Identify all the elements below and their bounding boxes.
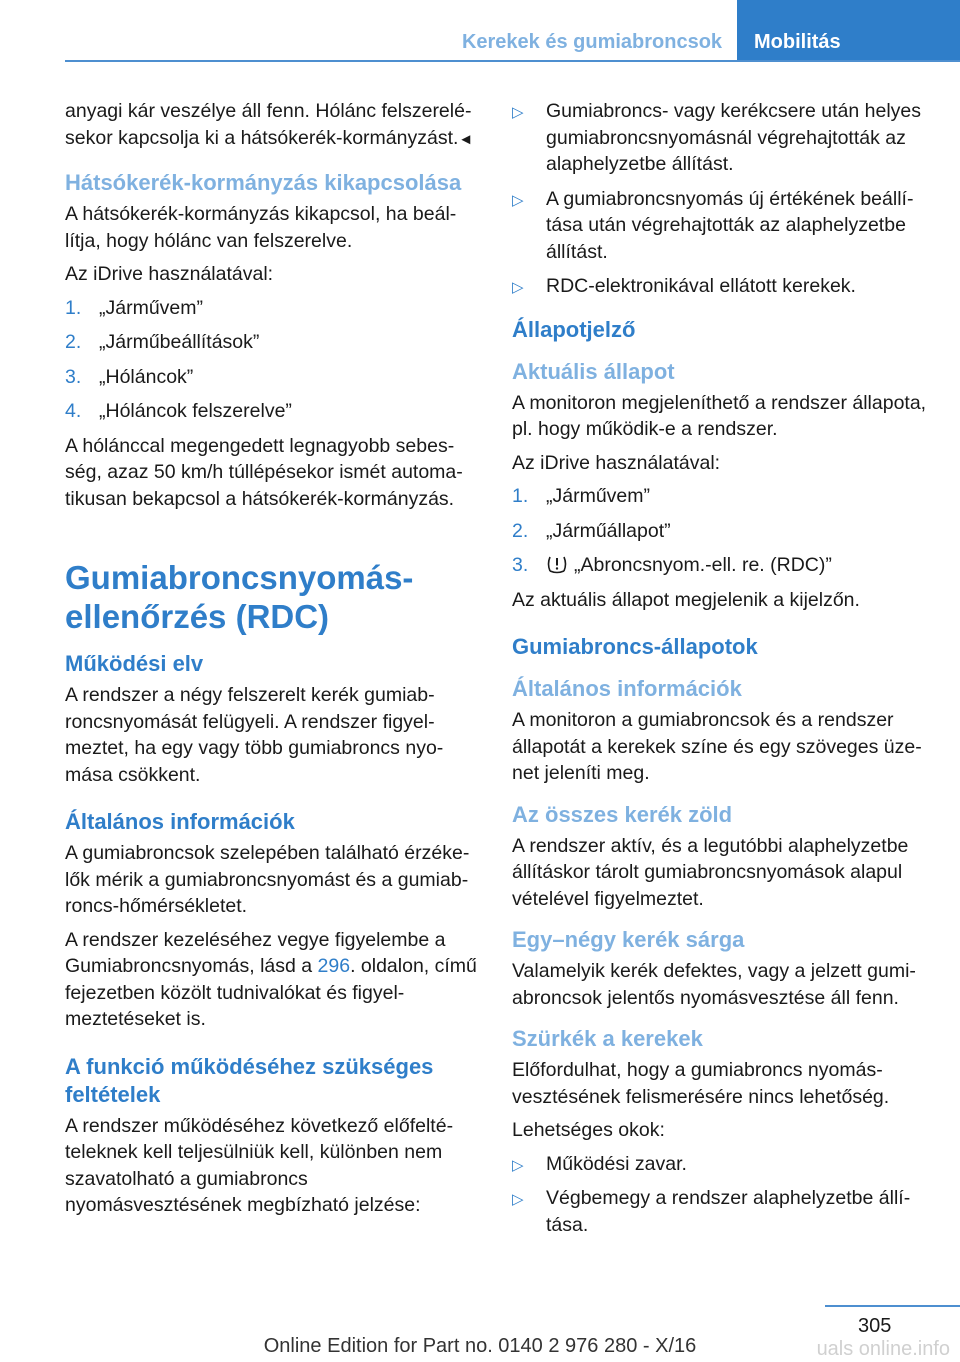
page-header bbox=[0, 0, 960, 62]
left-column bbox=[65, 98, 480, 1226]
page-number: 305 bbox=[858, 1315, 892, 1337]
heading-general-left: Általános információk bbox=[65, 809, 295, 834]
heading-current-status: Aktuális állapot bbox=[512, 358, 675, 384]
steps-list-left bbox=[65, 295, 480, 425]
header-rule bbox=[65, 60, 960, 62]
header-section-title: Kerekek és gumiabroncsok bbox=[461, 31, 723, 53]
heading-disable-rear-steering: Hátsókerék-kormányzás kikapcsolása bbox=[65, 170, 462, 195]
page-link-296[interactable]: 296 bbox=[317, 955, 351, 977]
triangle-bullet-icon: ▷ bbox=[512, 191, 524, 209]
right-column bbox=[512, 98, 930, 1246]
paragraph-current: A monitoron megjeleníthető a rendszer állapota, pl. hogy működik-e a rendszer. bbox=[512, 391, 927, 440]
paragraph-disable: A hátsókerék-kormányzás kikapcsol, ha beállítja, hogy hólánc van felszerelve. bbox=[65, 203, 457, 252]
paragraph-conditions: A rendszer működéséhez következő előfeltételeknek kell teljesülniük kell, különben nem szavatolható a gumiabroncs nyomásvesztésének megbízható jelzése: bbox=[65, 1114, 454, 1216]
step-number: 2. bbox=[65, 331, 82, 353]
heading-status-indicator: Állapotjelző bbox=[512, 316, 636, 342]
triangle-bullet-icon: ▷ bbox=[512, 1191, 524, 1208]
step-number: 4. bbox=[65, 400, 82, 422]
list-item: 3. „Abroncsnyom.-ell. re. (RDC)” bbox=[512, 552, 930, 579]
heading-yellow: Egy–négy kerék sárga bbox=[512, 927, 745, 952]
paragraph-green: A rendszer aktív, és a legutóbbi alaphelyzetbe állításkor tárolt gumiabroncsnyomások alapul vételével figyelmeztet. bbox=[512, 834, 909, 910]
triangle-bullet-icon: ▷ bbox=[512, 104, 524, 121]
steps-list-right bbox=[512, 483, 930, 579]
list-item: 1. „Járművem” bbox=[512, 483, 930, 510]
heading-conditions: A funkció működéséhez szükséges feltételek bbox=[65, 1053, 434, 1107]
footer-rule bbox=[825, 1305, 960, 1307]
edition-footer: Online Edition for Part no. 0140 2 976 280 - X/16 bbox=[263, 1335, 697, 1357]
list-item: ▷ A gumiabroncsnyomás új értékének beállítása után végrehajtották az alaphelyzetbe állítást. bbox=[512, 187, 914, 263]
heading-tire-states: Gumiabroncs-állapotok bbox=[512, 634, 758, 659]
paragraph-grey: Előfordulhat, hogy a gumiabroncs nyomásvesztésének felismerésére nincs lehetőség. bbox=[512, 1059, 890, 1108]
paragraph-speed: A hólánccal megengedett legnagyobb sebesség, azaz 50 km/h túllépésekor ismét automatikusan bekapcsol a hátsókerék-kormányzás. bbox=[65, 434, 463, 510]
list-item: ▷ Végbemegy a rendszer alaphelyzetbe állítása. bbox=[512, 1187, 911, 1236]
list-item: 4. „Hóláncok felszerelve” bbox=[65, 398, 480, 425]
list-item: 2. „Járműállapot” bbox=[512, 518, 930, 545]
paragraph-principle: A rendszer a négy felszerelt kerék gumiabroncsnyomását felügyeli. A rendszer figyelmeztet, ha egy vagy több gumiabroncs nyomása csökkent. bbox=[65, 684, 444, 786]
paragraph-idrive-right: Az iDrive használatával: bbox=[512, 451, 721, 474]
heading-grey: Szürkék a kerekek bbox=[512, 1026, 703, 1051]
triangle-bullet-icon: ▷ bbox=[512, 279, 524, 296]
list-item: ▷ Működési zavar. bbox=[512, 1151, 930, 1178]
paragraph-general-right: A monitoron a gumiabroncsok és a rendszer állapotát a kerekek színe és egy szöveges üzenet jeleníti meg. bbox=[512, 709, 922, 784]
heading-all-green: Az összes kerék zöld bbox=[512, 801, 733, 827]
list-item: 1. „Járművem” bbox=[65, 295, 480, 322]
paragraph-general-2: A rendszer kezeléséhez vegye figyelembe a Gumiabroncsnyomás, lásd a 296. oldalon, című fejezetben közölt tudnivalókat és figyelmeztetéseket is. bbox=[65, 928, 477, 1030]
paragraph-general-1: A gumiabroncsok szelepében található érzékelők mérik a gumiabroncsnyomást és a gumiabroncs-hőmérsékletet. bbox=[65, 842, 470, 917]
heading-principle: Működési elv bbox=[65, 651, 204, 676]
paragraph-idrive-left: Az iDrive használatával: bbox=[65, 263, 274, 285]
header-chapter-tab: Mobilitás bbox=[737, 0, 960, 62]
heading-general-right: Általános információk bbox=[512, 676, 742, 701]
chapter-title-rdc: Gumiabroncsnyomás-ellenőrzés (RDC) bbox=[65, 559, 414, 635]
step-number: 1. bbox=[512, 485, 529, 507]
paragraph-causes: Lehetséges okok: bbox=[512, 1119, 665, 1141]
step-number: 3. bbox=[65, 365, 82, 388]
step-number: 3. bbox=[512, 554, 529, 576]
paragraph-yellow: Valamelyik kerék defektes, vagy a jelzett gumiabroncsok jelentős nyomásvesztése áll fenn. bbox=[512, 960, 916, 1009]
triangle-bullet-icon: ▷ bbox=[512, 1156, 524, 1174]
list-item: 3. „Hóláncok” bbox=[65, 364, 480, 391]
step-number: 1. bbox=[65, 296, 82, 319]
watermark: uals online.info bbox=[816, 1338, 950, 1360]
list-item: 2. „Járműbeállítások” bbox=[65, 329, 480, 356]
end-mark: ◄ bbox=[458, 130, 474, 148]
step-number: 2. bbox=[512, 519, 529, 542]
tire-pressure-warning-icon bbox=[546, 554, 568, 574]
conditions-bullets bbox=[512, 98, 930, 300]
paragraph-display: Az aktuális állapot megjelenik a kijelzőn. bbox=[512, 588, 860, 611]
list-item: ▷ Gumiabroncs- vagy kerékcsere után helyes gumiabroncsnyomásnál végrehajtották az alaphelyzetbe állítást. bbox=[512, 100, 922, 175]
intro-paragraph: anyagi kár veszélye áll fenn. Hólánc felszerelésekor kapcsolja ki a hátsókerék-kormányzást.◄ bbox=[65, 100, 474, 149]
list-item: ▷ RDC-elektronikával ellátott kerekek. bbox=[512, 273, 930, 300]
causes-bullets bbox=[512, 1151, 930, 1239]
